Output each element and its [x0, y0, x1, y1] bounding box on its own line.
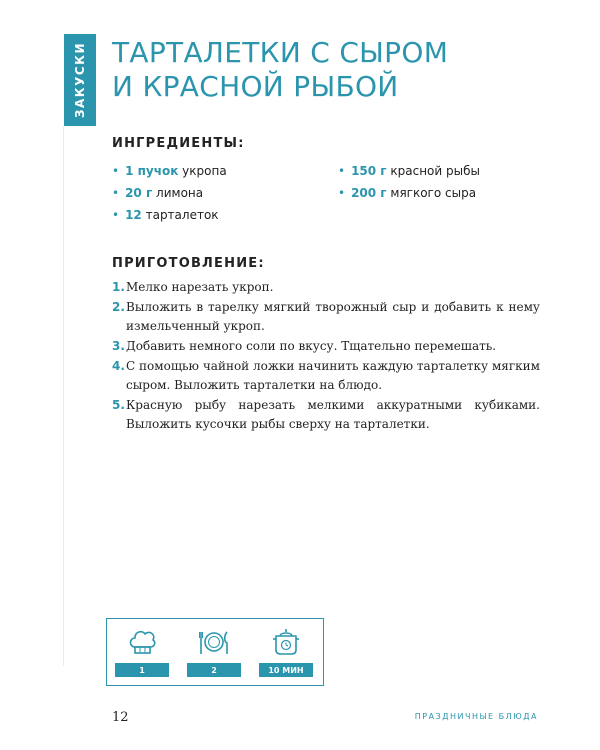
ingredient-item: [338, 186, 476, 200]
pot-timer-icon: [269, 625, 303, 659]
margin-divider: [63, 126, 64, 666]
step-item: [112, 337, 540, 356]
category-tab: [64, 34, 96, 126]
step-text: Красную рыбу нарезать мелкими аккуратными кубиками. Выложить кусочки рыбы сверху на тарталетки.: [126, 398, 540, 431]
ingredient-qty: 20 г: [125, 186, 153, 200]
ingredient-qty: 200 г: [351, 186, 387, 200]
time-badge: 10 МИН: [259, 663, 313, 677]
step-text: С помощью чайной ложки начинить каждую тарталетку мягким сыром. Выложить тарталетки на блюдо.: [126, 359, 540, 392]
ingredient-qty: 150 г: [351, 164, 387, 178]
ingredient-name: укропа: [178, 164, 227, 178]
bullet: •: [338, 164, 346, 178]
ingredient-name: лимона: [152, 186, 204, 200]
step-item: [112, 298, 540, 336]
ingredient-item: [112, 208, 219, 222]
bullet: •: [112, 186, 120, 200]
recipe-info-box: [106, 618, 324, 686]
step-number: 2.: [112, 300, 125, 314]
servings-badge: 2: [187, 663, 241, 677]
bullet: •: [112, 208, 120, 222]
recipe-title-line-1: ТАРТАЛЕТКИ С СЫРОМ: [112, 36, 449, 69]
step-text: Мелко нарезать укроп.: [126, 280, 274, 294]
ingredient-item: [112, 186, 203, 200]
ingredient-qty: 1 пучок: [125, 164, 179, 178]
ingredient-name: красной рыбы: [386, 164, 480, 178]
step-number: 5.: [112, 398, 125, 412]
book-title: ПРАЗДНИЧНЫЕ БЛЮДА: [414, 712, 538, 721]
step-number: 4.: [112, 359, 125, 373]
step-item: [112, 396, 540, 434]
ingredient-item: [112, 164, 227, 178]
bullet: •: [112, 164, 120, 178]
step-item: [112, 278, 540, 297]
recipe-title: [112, 36, 552, 104]
ingredient-name: тарталеток: [141, 208, 219, 222]
step-text: Добавить немного соли по вкусу. Тщательно перемешать.: [126, 339, 497, 353]
page-number: 12: [112, 710, 129, 725]
preparation-heading: ПРИГОТОВЛЕНИЕ:: [112, 256, 265, 271]
category-label: ЗАКУСКИ: [73, 41, 87, 119]
step-number: 1.: [112, 280, 125, 294]
time-info: [259, 625, 313, 679]
step-text: Выложить в тарелку мягкий творожный сыр и добавить к нему измельченный укроп.: [126, 300, 540, 333]
ingredients-heading: ИНГРЕДИЕНТЫ:: [112, 136, 245, 151]
plate-cutlery-icon: [197, 625, 231, 659]
ingredient-name: мягкого сыра: [386, 186, 477, 200]
ingredient-item: [338, 164, 480, 178]
chef-hat-icon: [125, 625, 159, 659]
difficulty-badge: 1: [115, 663, 169, 677]
bullet: •: [338, 186, 346, 200]
difficulty-info: [115, 625, 169, 679]
step-number: 3.: [112, 339, 125, 353]
step-item: [112, 357, 540, 395]
ingredient-qty: 12: [125, 208, 142, 222]
ingredients-list: [112, 164, 532, 230]
preparation-steps: [112, 278, 540, 435]
recipe-title-line-2: И КРАСНОЙ РЫБОЙ: [112, 70, 399, 103]
servings-info: [187, 625, 241, 679]
